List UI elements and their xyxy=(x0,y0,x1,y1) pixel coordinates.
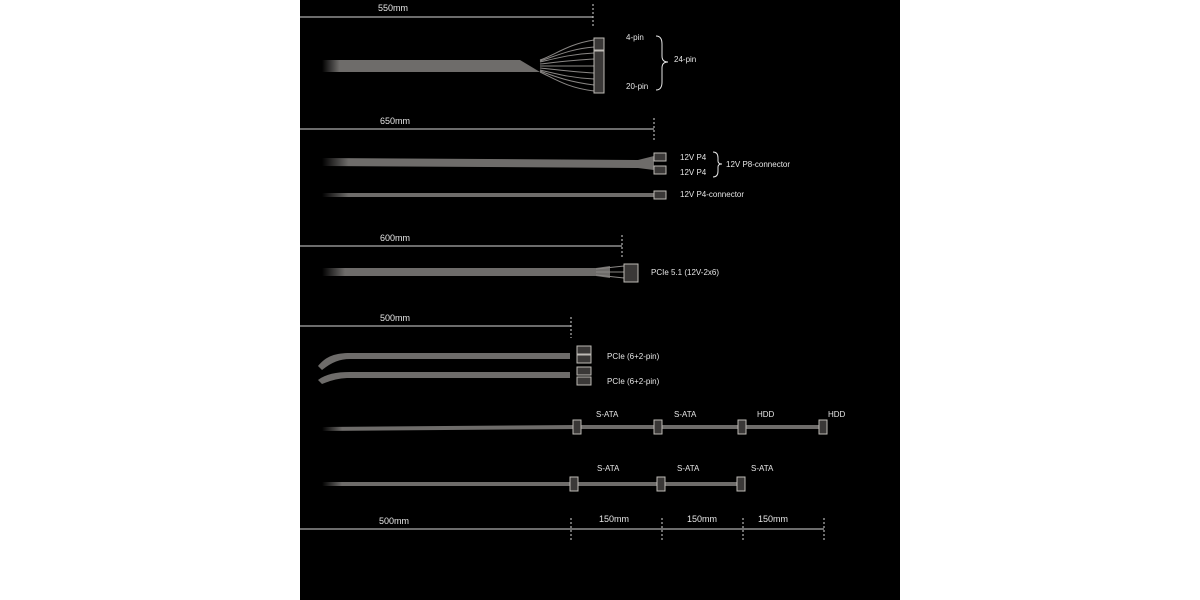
cpu-p4-single-label: 12V P4-connector xyxy=(680,190,745,199)
peripheral2-sata-1 xyxy=(570,477,578,491)
pcie-a-connector-2 xyxy=(577,346,591,354)
peripheral1-cable-main xyxy=(322,425,576,431)
peripheral2-sata-3-label: S-ATA xyxy=(751,464,774,473)
atx-20pin-connector xyxy=(594,51,604,93)
cpu-p4-b-connector xyxy=(654,166,666,174)
pcie-a-connector-6 xyxy=(577,355,591,363)
pcie51-length-label: 600mm xyxy=(380,233,411,243)
atx-brace xyxy=(656,36,668,90)
pcie-b-cable xyxy=(318,372,570,384)
bottom-dim-4-label: 150mm xyxy=(758,514,789,524)
atx-wire-fan xyxy=(540,40,594,91)
peripheral1-hdd-1 xyxy=(738,420,746,434)
peripheral1-sata-1-label: S-ATA xyxy=(596,410,619,419)
pcie51-connector xyxy=(624,264,638,282)
peripheral2-sata-2-label: S-ATA xyxy=(677,464,700,473)
cpu-p4-a-connector xyxy=(654,153,666,161)
cpu-p4-single-connector xyxy=(654,191,666,199)
cpu-p4-cable xyxy=(322,193,654,197)
pcie51-cable-body xyxy=(322,266,610,278)
pcie-b-label: PCIe (6+2-pin) xyxy=(607,377,660,386)
peripheral1-sata-2-label: S-ATA xyxy=(674,410,697,419)
bottom-dim-1-label: 500mm xyxy=(379,516,410,526)
pcie-a-label: PCIe (6+2-pin) xyxy=(607,352,660,361)
atx-cable-group xyxy=(300,3,696,93)
pcie-b-connector-6 xyxy=(577,377,591,385)
peripheral2-cable-main xyxy=(322,482,572,486)
peripheral1-hdd-2 xyxy=(819,420,827,434)
pcie-a-cable xyxy=(318,353,570,370)
pcie-b-connector-2 xyxy=(577,367,591,375)
peripheral2-sata-3 xyxy=(737,477,745,491)
atx-4pin-connector xyxy=(594,38,604,50)
peripheral1-hdd-2-label: HDD xyxy=(828,410,846,419)
bottom-dim-3-label: 150mm xyxy=(687,514,718,524)
pcie-length-label: 500mm xyxy=(380,313,411,323)
peripheral2-sata-2 xyxy=(657,477,665,491)
peripheral2-sata-1-label: S-ATA xyxy=(597,464,620,473)
peripheral1-hdd-1-label: HDD xyxy=(757,410,775,419)
peripheral1-sata-1 xyxy=(573,420,581,434)
cpu-brace xyxy=(713,152,722,177)
cpu-length-label: 650mm xyxy=(380,116,411,126)
atx-20pin-label: 20-pin xyxy=(626,82,649,91)
atx-24pin-label: 24-pin xyxy=(674,55,697,64)
cpu-p4-a-label: 12V P4 xyxy=(680,153,707,162)
pcie-cable-group xyxy=(300,313,660,386)
pcie51-cable-group xyxy=(300,233,719,282)
cpu-p8-label: 12V P8-connector xyxy=(726,160,791,169)
cpu-p8-cable xyxy=(322,156,654,170)
bottom-dimension-group xyxy=(300,514,824,540)
peripheral2-cable-group xyxy=(322,464,774,491)
diagram-panel xyxy=(300,0,900,600)
atx-cable-body xyxy=(322,60,540,72)
atx-4pin-label: 4-pin xyxy=(626,33,644,42)
atx-length-label: 550mm xyxy=(378,3,409,13)
cpu-cable-group xyxy=(300,116,790,199)
bottom-dim-2-label: 150mm xyxy=(599,514,630,524)
pcie51-label: PCIe 5.1 (12V-2x6) xyxy=(651,268,720,277)
peripheral1-sata-2 xyxy=(654,420,662,434)
cpu-p4-b-label: 12V P4 xyxy=(680,168,707,177)
cable-diagram xyxy=(300,0,900,600)
peripheral1-cable-group xyxy=(322,410,846,434)
